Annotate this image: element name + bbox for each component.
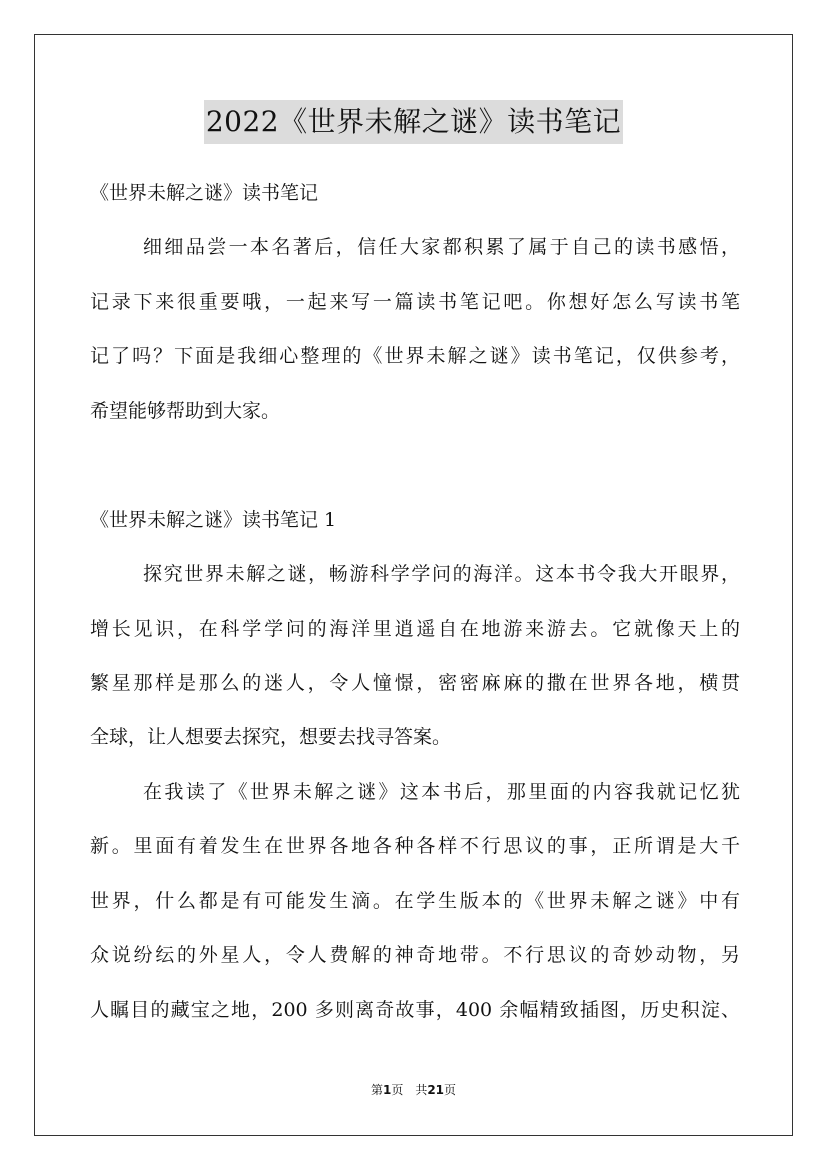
- paragraph-line: 全球，让人想要去探究，想要去找寻答案。: [90, 726, 452, 748]
- paragraph-line: 探究世界未解之谜，畅游科学学问的海洋。这本书令我大开眼界，: [143, 563, 740, 585]
- footer-suffix: 页: [444, 1083, 457, 1097]
- intro-line: 细细品尝一本名著后，信任大家都积累了属于自己的读书感悟，: [143, 236, 740, 258]
- paragraph-line: 新。里面有着发生在世界各地各种各样不行思议的事，正所谓是大千: [90, 835, 740, 857]
- current-page-number: 1: [382, 1083, 392, 1097]
- paragraph-line: 增长见识，在科学学问的海洋里逍遥自在地游来游去。它就像天上的: [90, 618, 740, 640]
- paragraph-line: 人瞩目的藏宝之地，200 多则离奇故事，400 余幅精致插图，历史积淀、: [90, 999, 740, 1021]
- footer-mid: 页 共: [391, 1083, 428, 1097]
- paragraph-line: 众说纷纭的外星人，令人费解的神奇地带。不行思议的奇妙动物，另: [90, 944, 740, 966]
- intro-line: 记录下来很重要哦，一起来写一篇读书笔记吧。你想好怎么写读书笔: [90, 291, 740, 313]
- footer-prefix: 第: [370, 1083, 383, 1097]
- intro-line: 记了吗？下面是我细心整理的《世界未解之谜》读书笔记，仅供参考，: [90, 345, 740, 367]
- total-pages-number: 21: [427, 1083, 445, 1097]
- paragraph-line: 世界，什么都是有可能发生滴。在学生版本的《世界未解之谜》中有: [90, 890, 740, 912]
- intro-line: 希望能够帮助到大家。: [90, 400, 281, 422]
- document-title: [0, 100, 827, 144]
- paragraph-line: 繁星那样是那么的迷人，令人憧憬，密密麻麻的撒在世界各地，横贯: [90, 672, 740, 694]
- subtitle: 《世界未解之谜》读书笔记: [90, 182, 319, 204]
- document-title-text: 2022《世界未解之谜》读书笔记: [204, 100, 623, 144]
- page-footer: [0, 1082, 827, 1098]
- paragraph-line: 在我读了《世界未解之谜》这本书后，那里面的内容我就记忆犹: [143, 781, 740, 803]
- section-heading: 《世界未解之谜》读书笔记 1: [90, 509, 337, 531]
